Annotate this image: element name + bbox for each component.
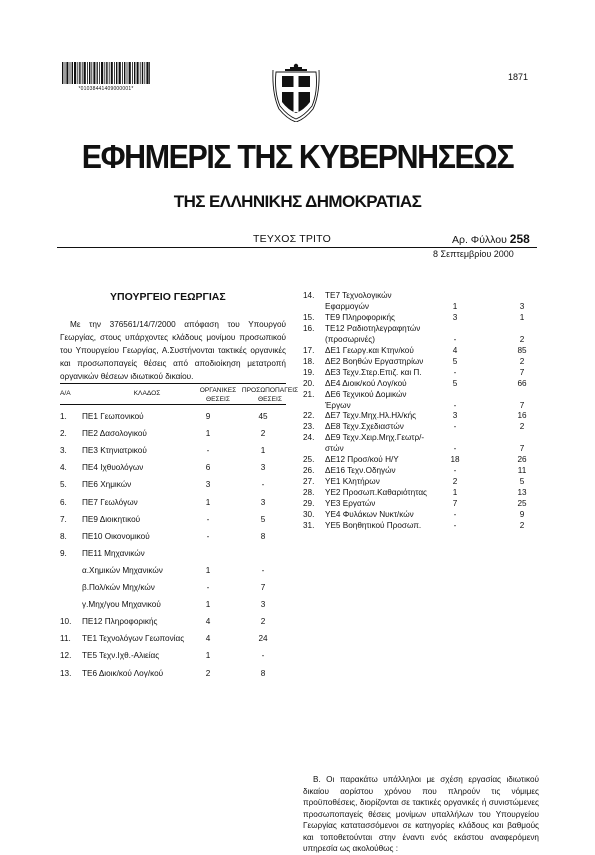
row-org-positions: - — [453, 466, 457, 476]
greek-coat-of-arms-icon — [270, 62, 322, 122]
row-pers-positions: 2 — [260, 429, 266, 439]
row-org-positions: - — [206, 531, 210, 541]
row-pers-positions: 45 — [258, 412, 268, 421]
table-row — [60, 617, 286, 630]
row-org-positions: - — [453, 520, 457, 530]
row-org-positions: - — [206, 446, 210, 456]
row-org-positions: 2 — [205, 668, 211, 678]
table-row — [60, 446, 286, 459]
row-pers-positions: - — [261, 565, 265, 575]
row-class: Εφαρμογών — [325, 301, 370, 311]
table-row — [60, 480, 286, 493]
table-row — [60, 669, 286, 682]
row-number: 3. — [60, 446, 67, 456]
row-org-positions: - — [206, 514, 210, 524]
row-class: ΠΕ1 Γεωπονικού — [82, 412, 144, 421]
table-row — [60, 498, 286, 511]
row-class: ΤΕ1 Τεχνολόγων Γεωπονίας — [82, 634, 185, 644]
row-org-positions: 3 — [452, 312, 458, 322]
row-number: 26. — [303, 466, 315, 476]
table-row — [60, 532, 286, 545]
row-number: 6. — [60, 497, 67, 507]
row-number: 1. — [60, 412, 67, 421]
row-class: ΔΕ4 Διοικ/κού Λογ/κού — [325, 378, 407, 388]
row-class: ΔΕ12 Προσ/κού Η/Υ — [325, 455, 399, 465]
gazette-subtitle: ΤΗΣ ΕΛΛΗΝΙΚΗΣ ΔΗΜΟΚΡΑΤΙΑΣ — [173, 192, 422, 211]
row-class: (προσωρινές) — [325, 334, 375, 344]
row-org-positions: 6 — [205, 463, 211, 473]
row-class: ΤΕ12 Ραδιοτηλεγραφητών — [325, 323, 421, 333]
row-pers-positions: 11 — [517, 466, 527, 476]
row-org-positions: 18 — [450, 455, 460, 465]
row-pers-positions: 1 — [260, 446, 266, 456]
row-org-positions: - — [206, 583, 210, 592]
row-class: ΥΕ2 Προσωπ.Καθαριότητας — [325, 488, 428, 498]
row-pers-positions: 3 — [260, 600, 266, 610]
row-pers-positions: 2 — [260, 617, 266, 627]
row-org-positions: 2 — [452, 477, 458, 487]
row-org-positions: 1 — [452, 301, 458, 311]
row-org-positions: 9 — [205, 412, 211, 421]
table-row — [60, 549, 286, 562]
row-number: 18. — [303, 356, 315, 366]
row-class: ΠΕ6 Χημικών — [82, 480, 132, 490]
row-number: 5. — [60, 480, 67, 490]
row-class: ΔΕ16 Τεχν.Οδηγών — [325, 466, 396, 476]
row-class: β.Πολ/κών Μηχ/κών — [82, 583, 155, 592]
row-number: 10. — [60, 617, 72, 627]
row-pers-positions: 2 — [519, 520, 525, 530]
row-org-positions: - — [453, 334, 457, 344]
header-divider — [57, 247, 537, 248]
row-class: ΠΕ9 Διοικητικού — [82, 514, 141, 524]
row-number: 17. — [303, 345, 315, 355]
row-pers-positions: 66 — [517, 378, 527, 388]
row-org-positions: - — [453, 422, 457, 432]
row-pers-positions: 3 — [519, 301, 525, 311]
row-org-positions: 1 — [205, 429, 211, 439]
row-pers-positions: 7 — [519, 444, 525, 454]
row-class: Έργων — [325, 400, 351, 410]
row-org-positions: - — [453, 400, 457, 410]
table-row — [60, 634, 286, 647]
row-pers-positions: 9 — [519, 510, 525, 519]
row-number: 22. — [303, 411, 315, 421]
row-class: ΠΕ10 Οικονομικού — [82, 531, 150, 541]
sheet-label: Αρ. Φύλλου — [452, 234, 507, 246]
row-org-positions: 4 — [452, 345, 458, 355]
row-number: 27. — [303, 477, 315, 487]
row-pers-positions: 2 — [519, 334, 525, 344]
row-class: ΠΕ2 Δασολογικού — [82, 429, 147, 439]
col-pers-header: ΠΡΟΣΩΠΟΠΑΓΕΙΣ ΘΕΣΕΙΣ — [241, 387, 299, 403]
col-class-header: ΚΛΑΔΟΣ — [133, 390, 161, 397]
table-row — [60, 429, 286, 442]
row-class: ΔΕ6 Τεχνικού Δομικών — [325, 389, 407, 399]
row-pers-positions: 3 — [260, 463, 266, 473]
row-pers-positions: 16 — [517, 411, 527, 421]
row-number: 7. — [60, 514, 67, 524]
row-class: α.Χημικών Μηχανικών — [82, 565, 163, 575]
table-row — [60, 583, 286, 596]
row-pers-positions: - — [261, 480, 265, 490]
table-row — [60, 566, 286, 579]
issue-label: ΤΕΥΧΟΣ ΤΡΙΤΟ — [253, 233, 331, 245]
row-number: 12. — [60, 651, 72, 661]
row-class: ΥΕ5 Βοηθητικού Προσωπ. — [325, 520, 422, 530]
row-class: ΠΕ4 Ιχθυολόγων — [82, 463, 144, 473]
row-class: γ.Μηχ/γου Μηχανικού — [82, 600, 161, 610]
row-org-positions: 5 — [452, 378, 458, 388]
paragraph-b: Β. Οι παρακάτω υπάλληλοι με σχέση εργασίας ιδιωτικού δικαίου αορίστου χρόνου που πληρούν τις νόμιμες προϋποθέσεις, διορίζονται σε τακτικές οργανικές ή συνιστώμενες προσωποπαγείς θέσεις μονίμων υπαλλήλων του Υπουργείου Γεωργίας κατατασσόμενοι σε κατηγορίες κλάδους και βαθμούς και τοποθετούνται στην έναντι ενός εκάστου αναφερόμενη υπηρεσία ως ακολούθως : — [303, 775, 539, 853]
row-pers-positions: 5 — [260, 514, 266, 524]
barcode-number: *01038441409000001* — [78, 86, 134, 92]
row-pers-positions: 8 — [260, 531, 266, 541]
intro-paragraph: Με την 376561/14/7/2000 απόφαση του Υπουργού Γεωργίας, στους υπάρχοντες κλάδους μονίμου προσωπικού του Υπουργείου Γεωργίας, Α.Συστήνονται τακτικές οργανικές και προσωποπαγείς θέσεις από αποδιοίκηση μετατροπή οργανικών θέσεων ιδιωτικού δικαίου. — [60, 320, 286, 381]
row-number: 14. — [303, 291, 315, 300]
row-pers-positions: 8 — [260, 668, 266, 678]
barcode-icon — [62, 62, 150, 84]
row-org-positions: 1 — [205, 600, 211, 610]
row-class: ΠΕ7 Γεωλόγων — [82, 497, 138, 507]
sheet-number-value: 258 — [509, 232, 530, 246]
row-class: ΥΕ1 Κλητήρων — [325, 477, 380, 487]
table-header-rule-top — [60, 383, 286, 384]
row-pers-positions: 2 — [519, 356, 525, 366]
row-class: ΔΕ7 Τεχν.Μηχ.Ηλ.Ηλ/κής — [325, 411, 417, 421]
row-pers-positions: 85 — [517, 345, 527, 355]
row-pers-positions: 25 — [517, 499, 527, 509]
row-pers-positions: 1 — [519, 312, 525, 322]
col-num-header: Α/Α — [60, 390, 71, 397]
row-number: 13. — [60, 668, 72, 678]
ministry-heading: ΥΠΟΥΡΓΕΙΟ ΓΕΩΡΓΙΑΣ — [110, 291, 226, 303]
row-org-positions: - — [453, 510, 457, 519]
row-class: ΤΕ9 Πληροφορικής — [325, 312, 395, 322]
row-pers-positions: 26 — [517, 455, 527, 465]
row-org-positions: 3 — [452, 411, 458, 421]
row-class: ΔΕ2 Βοηθών Εργαστηρίων — [325, 356, 424, 366]
row-class: ΥΕ3 Εργατών — [325, 499, 376, 509]
row-class: ΤΕ5 Τεχν.Ιχθ.-Αλιείας — [82, 651, 160, 661]
row-org-positions: 1 — [205, 651, 211, 661]
row-number: 28. — [303, 488, 315, 498]
table-header-rule-bottom — [60, 404, 286, 405]
issue-date: 8 Σεπτεμβρίου 2000 — [433, 249, 514, 259]
table-row — [60, 463, 286, 476]
row-org-positions: 1 — [205, 497, 211, 507]
row-number: 23. — [303, 422, 315, 432]
row-number: 20. — [303, 378, 315, 388]
row-number: 29. — [303, 499, 315, 509]
table-row — [60, 651, 286, 664]
row-class: ΔΕ3 Τεχν.Στερ.Επιζ. και Π. — [325, 367, 422, 377]
row-number: 19. — [303, 367, 315, 377]
sheet-number — [452, 232, 530, 246]
row-pers-positions: - — [261, 651, 265, 661]
gazette-title: ΕΦΗΜΕΡΙΣ ΤΗΣ ΚΥΒΕΡΝΗΣΕΩΣ — [81, 138, 514, 175]
row-number: 8. — [60, 531, 67, 541]
row-pers-positions: 7 — [519, 400, 525, 410]
table-row — [303, 521, 539, 534]
row-pers-positions: 2 — [519, 422, 525, 432]
row-number: 16. — [303, 323, 315, 333]
row-org-positions: 1 — [452, 488, 458, 498]
row-class: ΠΕ3 Κτηνιατρικού — [82, 446, 147, 456]
row-org-positions: 4 — [205, 634, 211, 644]
table-row — [60, 515, 286, 528]
row-pers-positions: 7 — [519, 367, 525, 377]
row-number: 9. — [60, 548, 67, 558]
table-row — [60, 600, 286, 613]
page-number: 1871 — [508, 72, 529, 82]
row-number: 11. — [60, 634, 71, 644]
col-org-header: ΟΡΓΑΝΙΚΕΣ ΘΕΣΕΙΣ — [199, 387, 237, 403]
row-number: 4. — [60, 463, 67, 473]
row-number: 15. — [303, 312, 315, 322]
row-org-positions: 7 — [452, 499, 458, 509]
row-class: στών — [325, 444, 344, 454]
row-org-positions: - — [453, 444, 457, 454]
row-number: 2. — [60, 429, 67, 439]
row-class: ΤΕ6 Διοικ/κού Λογ/κού — [82, 668, 164, 678]
row-number: 31. — [303, 520, 315, 530]
row-class: ΔΕ1 Γεωργ.και Κτην/κού — [325, 345, 414, 355]
row-org-positions: 5 — [452, 356, 458, 366]
row-org-positions: 1 — [205, 565, 211, 575]
row-class: ΔΕ8 Τεχν.Σχεδιαστών — [325, 422, 404, 432]
row-org-positions: 3 — [205, 480, 211, 490]
row-class: ΔΕ9 Τεχν.Χειρ.Μηχ.Γεωτρ/- — [325, 433, 425, 443]
row-number: 21. — [303, 389, 315, 399]
row-pers-positions: 3 — [260, 497, 266, 507]
row-pers-positions: 7 — [260, 583, 266, 592]
row-pers-positions: 13 — [517, 488, 527, 498]
row-pers-positions: 5 — [519, 477, 525, 487]
row-org-positions: - — [453, 367, 457, 377]
row-number: 30. — [303, 510, 315, 519]
row-class: ΠΕ12 Πληροφορικής — [82, 617, 158, 627]
row-number: 25. — [303, 455, 315, 465]
table-row — [60, 412, 286, 425]
row-number: 24. — [303, 433, 315, 443]
row-class: ΥΕ4 Φυλάκων Νυκτ/κών — [325, 510, 414, 519]
row-org-positions: 4 — [205, 617, 211, 627]
row-pers-positions: 24 — [258, 634, 268, 644]
row-class: ΠΕ11 Μηχανικών — [82, 548, 145, 558]
row-class: ΤΕ7 Τεχνολογικών — [325, 291, 392, 300]
